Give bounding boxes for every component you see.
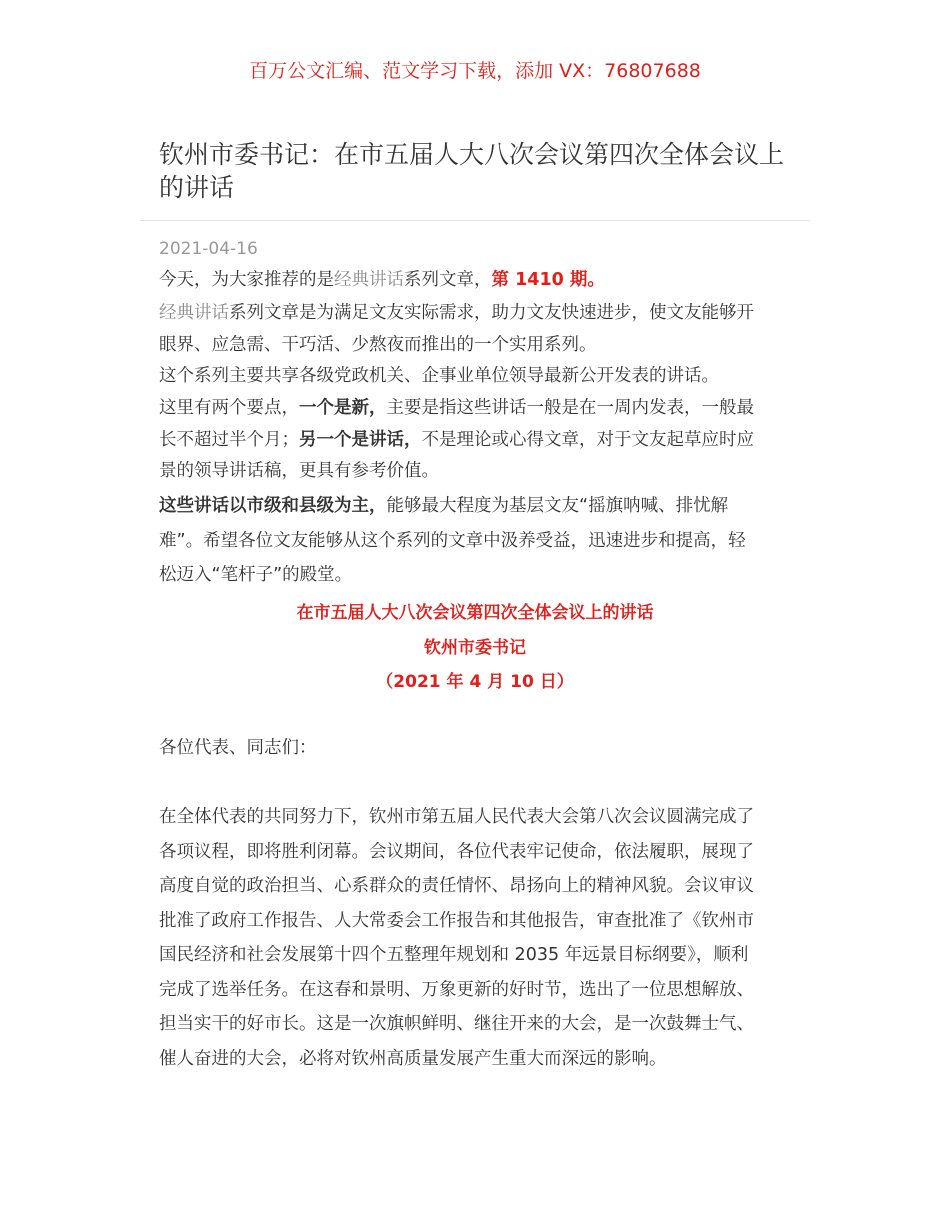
text-segment: 眼界、应急需、干巧活、少熬夜而推出的一个实用系列。 — [159, 335, 597, 355]
intro-line — [159, 397, 754, 419]
intro-line — [159, 302, 754, 324]
text-segment: 松迈入“笔杆子”的殿堂。 — [159, 565, 353, 585]
body-line: 高度自觉的政治担当、心系群众的责任情怀、昂扬向上的精神风貌。会议审议 — [159, 876, 754, 896]
intro-line — [159, 334, 597, 356]
publish-date: 2021-04-16 — [159, 239, 258, 259]
speech-speaker: 钦州市委书记 — [424, 638, 526, 658]
series-name: 经典讲话 — [334, 270, 404, 290]
issue-number: 第 1410 期。 — [491, 270, 605, 290]
text-segment: 能够最大程度为基层文友“摇旗呐喊、排忧解 — [386, 496, 729, 516]
body-line: 催人奋进的大会，必将对钦州高质量发展产生重大而深远的影响。 — [159, 1048, 667, 1069]
text-segment: 不是理论或心得文章，对于文友起草应时应 — [421, 430, 754, 450]
intro-line — [159, 365, 719, 387]
body-line: 完成了选举任务。在这春和景明、万象更新的好时节，选出了一位思想解放、 — [159, 979, 754, 1000]
series-name: 经典讲话 — [159, 303, 229, 323]
intro-line — [159, 269, 605, 291]
text-segment: 主要是指这些讲话一般是在一周内发表，一般最 — [386, 398, 754, 418]
emphasis-text: 这些讲话以市级和县级为主， — [159, 496, 387, 516]
body-line: 在全体代表的共同努力下，钦州市第五届人民代表大会第八次会议圆满完成了 — [159, 807, 754, 827]
body-line: 批准了政府工作报告、人大常委会工作报告和其他报告，审查批准了《钦州市 — [159, 910, 754, 931]
text-segment: 这里有两个要点， — [159, 398, 299, 418]
intro-line — [159, 429, 754, 451]
emphasis-text: 另一个是讲话， — [299, 430, 422, 450]
text-segment: 景的领导讲话稿，更具有参考价值。 — [159, 461, 439, 481]
text-segment: 今天，为大家推荐的是 — [159, 270, 334, 290]
intro-line — [159, 530, 746, 552]
text-segment: 系列文章， — [404, 270, 492, 290]
title-divider — [140, 220, 810, 221]
text-segment: 难”。希望各位文友能够从这个系列的文章中汲养受益，迅速进步和提高，轻 — [159, 531, 746, 551]
body-line: 各项议程，即将胜利闭幕。会议期间，各位代表牢记使命，依法履职，展现了 — [159, 841, 754, 862]
promo-banner: 百万公文汇编、范文学习下载，添加 VX：76807688 — [249, 60, 701, 82]
speech-date: （2021 年 4 月 10 日） — [376, 672, 574, 692]
salutation: 各位代表、同志们： — [159, 738, 317, 758]
body-line: 国民经济和社会发展第十四个五整理年规划和 2035 年远景目标纲要》，顺利 — [159, 945, 749, 965]
speech-title: 在市五届人大八次会议第四次全体会议上的讲话 — [296, 603, 654, 623]
article-title: 钦州市委书记：在市五届人大八次会议第四次全体会议上的讲话 — [159, 140, 785, 202]
text-segment: 系列文章是为满足文友实际需求，助力文友快速进步，使文友能够开 — [229, 303, 754, 323]
body-line: 担当实干的好市长。这是一次旗帜鲜明、继往开来的大会，是一次鼓舞士气、 — [159, 1014, 754, 1034]
intro-line — [159, 460, 439, 482]
intro-line — [159, 564, 352, 586]
text-segment: 这个系列主要共享各级党政机关、企事业单位领导最新公开发表的讲话。 — [159, 366, 719, 386]
emphasis-text: 一个是新， — [299, 398, 387, 418]
intro-line — [159, 495, 728, 517]
text-segment: 长不超过半个月； — [159, 430, 299, 450]
